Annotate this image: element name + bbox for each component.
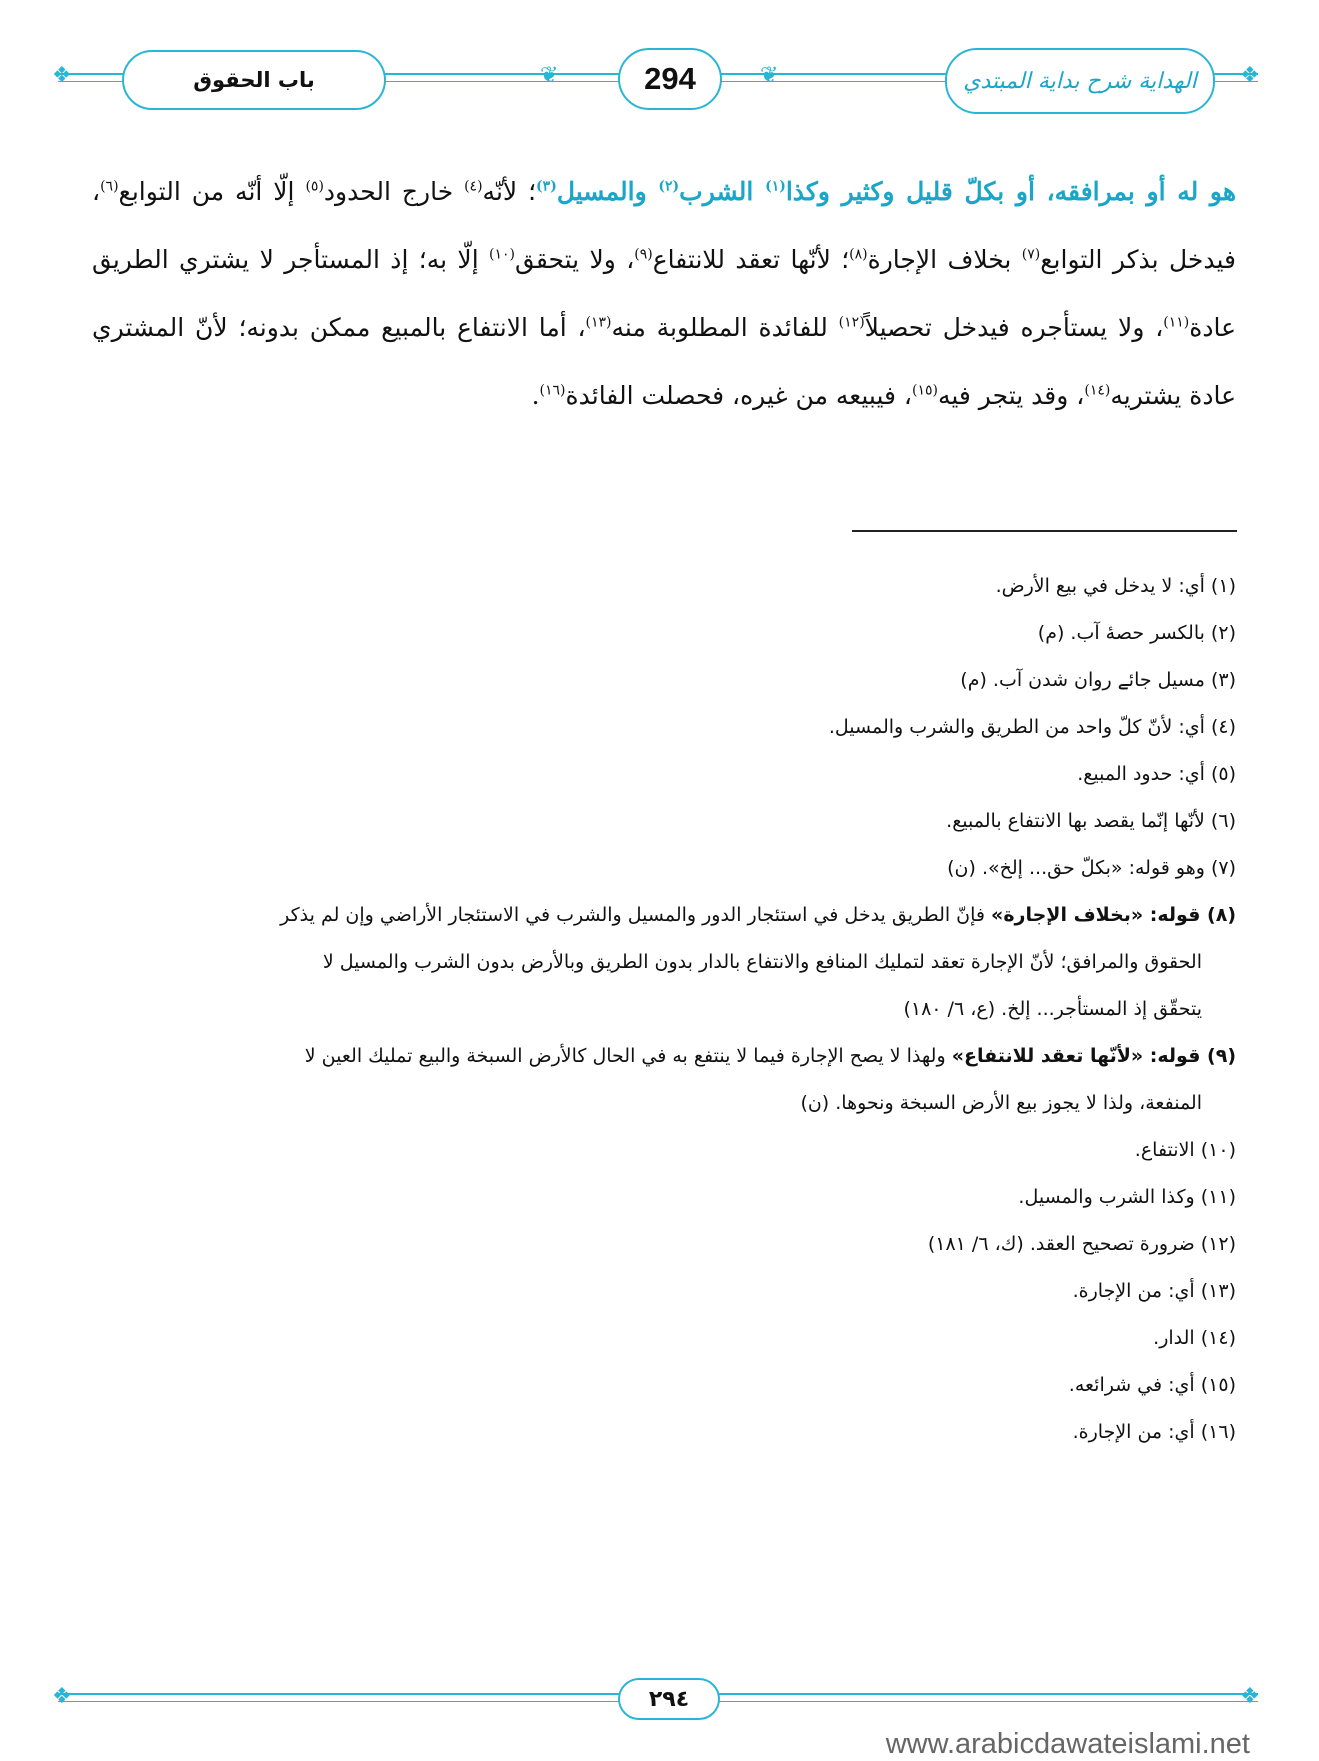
footnote-8-line2: الحقوق والمرافق؛ لأنّ الإجارة تعقد لتمليك المنافع والانتفاع بالدار بدون الطريق وبالأرض بدون الشرب والمسيل لا	[322, 951, 1202, 973]
footnote-11: (١١) وكذا الشرب والمسيل.	[1018, 1186, 1236, 1208]
footer-page-number	[618, 1678, 720, 1720]
footer-page-number-text: ٢٩٤	[648, 1686, 690, 1712]
footnotes	[92, 563, 1236, 1456]
header-ornament-mid-left-icon: ❦	[540, 63, 559, 88]
header-ornament-mid-right-icon: ❦	[760, 63, 779, 88]
footnote-6: (٦) لأنّها إنّما يقصد بها الانتفاع بالمبيع.	[946, 810, 1236, 832]
header-ornament-left-icon: ❖	[52, 63, 72, 88]
main-text: هو له أو بمرافقه، أو بكلّ قليل وكثير وكذا$^{(١)}$ الشرب$^{(٢)}$ والمسيل$^{(٣)}$؛ لأنّه$^{(٤)}$ خارج الحدود$^{(٥)}$ إلّا أنّه من التوابع$^{(٦)}$، فيدخل بذكر التوابع$^{(٧)}$ بخلاف الإجارة$^{(٨)}$؛ لأنّها تعقد للانتفاع$^{(٩)}$، ولا يتحقق$^{(١٠)}$ إلّا به؛ إذ المستأجر لا يشتري الطريق عادة$^{(١١)}$، ولا يستأجره فيدخل تحصيلاً$^{(١٢)}$ للفائدة المطلوبة منه$^{(١٣)}$، أما الانتفاع بالمبيع ممكن بدونه؛ لأنّ المشتري عادة يشتريه$^{(١٤)}$، وقد يتجر فيه$^{(١٥)}$، فيبيعه من غيره، فحصلت الفائدة$^{(١٦)}$.	[92, 177, 1237, 410]
footnote-16: (١٦) أي: من الإجارة.	[1072, 1421, 1236, 1443]
book-title-text: الهداية شرح بداية المبتدي	[963, 68, 1197, 94]
watermark: www.arabicdawateislami.net	[885, 1728, 1250, 1760]
footnote-15: (١٥) أي: في شرائعه.	[1068, 1374, 1236, 1396]
footnote-9-line2: المنفعة، ولذا لا يجوز بيع الأرض السبخة ونحوها. (ن)	[800, 1092, 1202, 1114]
book-title	[945, 48, 1215, 114]
chapter-title	[122, 50, 386, 110]
footnote-5: (٥) أي: حدود المبيع.	[1077, 763, 1236, 785]
footnote-7: (٧) وهو قوله: «بكلّ حق... إلخ». (ن)	[947, 857, 1236, 879]
footnote-8-line1: فإنّ الطريق يدخل في استئجار الدور والمسيل والشرب في الاستئجار الأراضي وإن لم يذكر	[280, 904, 992, 926]
footnote-13: (١٣) أي: من الإجارة.	[1072, 1280, 1236, 1302]
chapter-title-text: باب الحقوق	[193, 68, 315, 92]
footnote-1: (١) أي: لا يدخل في بيع الأرض.	[995, 575, 1236, 597]
footnote-4: (٤) أي: لأنّ كلّ واحد من الطريق والشرب والمسيل.	[828, 716, 1236, 738]
footer-ornament-left-icon: ❖	[52, 1684, 72, 1709]
footnote-9-line1: ولهذا لا يصح الإجارة فيما لا ينتفع به في الحال كالأرض السبخة والبيع تمليك العين لا	[304, 1045, 952, 1067]
matn-text: هو له أو بمرافقه، أو بكلّ قليل وكثير وكذا$^{(١)}$ الشرب$^{(٢)}$ والمسيل$^{(٣)}$	[536, 177, 1237, 206]
page-number	[618, 48, 722, 110]
footnote-8-label: (٨) قوله: «بخلاف الإجارة»	[991, 904, 1236, 926]
footnote-divider	[852, 530, 1237, 532]
header-ornament-right-icon: ❖	[1240, 63, 1260, 88]
footnote-9-label: (٩) قوله: «لأنّها تعقد للانتفاع»	[951, 1045, 1236, 1067]
page-number-text: 294	[644, 61, 696, 96]
footnote-12: (١٢) ضرورة تصحيح العقد. (ك، ٦/ ١٨١)	[927, 1233, 1236, 1255]
footnote-8-line3: يتحقّق إذ المستأجر... إلخ. (ع، ٦/ ١٨٠)	[903, 998, 1202, 1020]
footnote-3: (٣) مسيل جائے روان شدن آب. (م)	[960, 669, 1236, 691]
footnote-9	[92, 1033, 1236, 1127]
footnote-8	[92, 892, 1236, 1033]
footer-ornament-right-icon: ❖	[1240, 1684, 1260, 1709]
footnote-2: (٢) بالكسر حصهٔ آب. (م)	[1037, 622, 1236, 644]
footnote-14: (١٤) الدار.	[1153, 1327, 1236, 1349]
footnote-10: (١٠) الانتفاع.	[1134, 1139, 1236, 1161]
